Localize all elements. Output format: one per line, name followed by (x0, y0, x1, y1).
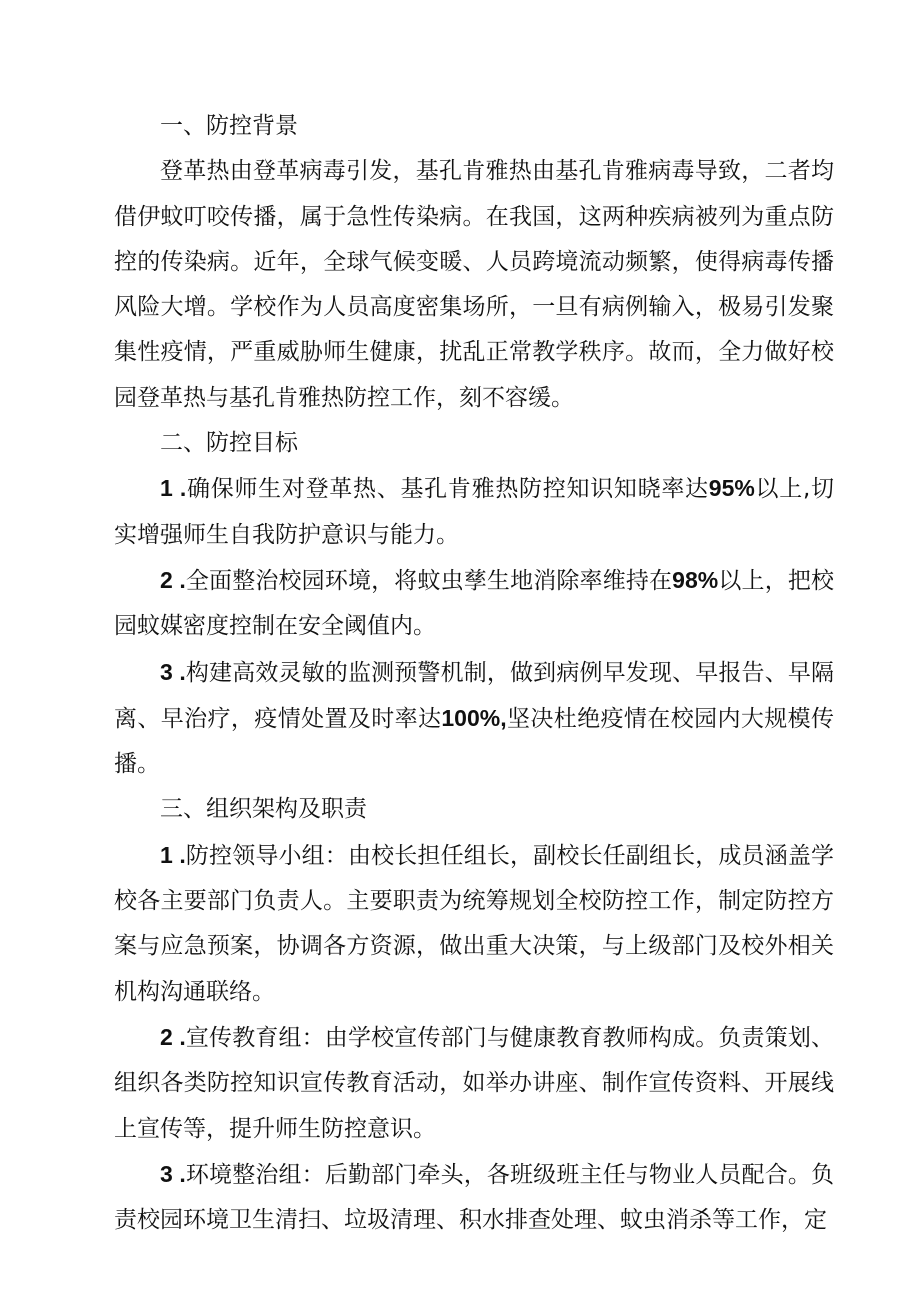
goal-item-number: 2 . (160, 566, 186, 593)
org-item-text: 宣传教育组：由学校宣传部门与健康教育教师构成。负责策划、组织各类防控知识宣传教育活动，如举办讲座、制作宣传资料、开展线上宣传等，提升师生防控意识。 (114, 1024, 835, 1142)
org-item-number: 2 . (160, 1023, 186, 1050)
goal-item-text: 确保师生对登革热、基孔肯雅热防控知识知晓率达 (186, 476, 709, 503)
section-heading-goals: 二、防控目标 (160, 430, 298, 457)
background-paragraph: 登革热由登革病毒引发，基孔肯雅热由基孔肯雅病毒导致，二者均借伊蚊叮咬传播，属于急性传染病。在我国，这两种疾病被列为重点防控的传染病。近年，全球气候变暖、人员跨境流动频繁，使得病毒传播风险大增。学校作为人员高度密集场所，一旦有病例输入，极易引发聚集性疫情，严重威胁师生健康，扰乱正常教学秩序。故而，全力做好校园登革热与基孔肯雅热防控工作，刻不容缓。 (114, 158, 834, 411)
org-item-text: 防控领导小组：由校长担任组长，副校长任副组长，成员涵盖学校各主要部门负责人。主要职责为统筹规划全校防控工作，制定防控方案与应急预案，协调各方资源，做出重大决策，与上级部门及校外相关机构沟通联络。 (114, 842, 835, 1005)
goal-item-number: 1 . (160, 475, 187, 502)
org-item-3 (114, 1152, 834, 1244)
goal-item-text: 构建高效灵敏的监测预警机制，做到病例早发现、早报告、早隔离、早治疗，疫情处置及时率达 (114, 659, 835, 732)
goal-item-text: 全面整治校园环境，将蚊虫孳生地消除率维持在 (185, 567, 673, 594)
goal-item-1 (114, 466, 834, 558)
section-heading-background: 一、防控背景 (160, 113, 298, 139)
goal-item-value: 100%, (441, 704, 507, 731)
org-item-2 (114, 1015, 834, 1152)
goal-item-2 (114, 558, 834, 650)
goal-item-text: 以上，把校园蚊媒密度控制在安全阈值内。 (114, 567, 834, 640)
goal-item-text: 以上,切实增强师生自我防护意识与能力。 (114, 476, 835, 548)
section-heading-organization: 三、组织架构及职责 (160, 796, 367, 823)
document-page (114, 104, 834, 1243)
goal-item-number: 3 . (160, 658, 186, 685)
org-item-text: 环境整治组：后勤部门牵头，各班级班主任与物业人员配合。负责校园环境卫生清扫、垃圾清理、积水排查处理、蚊虫消杀等工作，定 (114, 1161, 835, 1234)
goal-item-text: 坚决杜绝疫情在校园内大规模传播。 (114, 705, 835, 778)
goal-item-value: 98% (672, 566, 719, 593)
goal-item-value: 95% (708, 475, 755, 502)
org-item-1 (114, 833, 834, 1015)
org-item-number: 1 . (160, 841, 186, 868)
org-item-number: 3 . (160, 1160, 186, 1187)
goal-item-3 (114, 650, 834, 788)
